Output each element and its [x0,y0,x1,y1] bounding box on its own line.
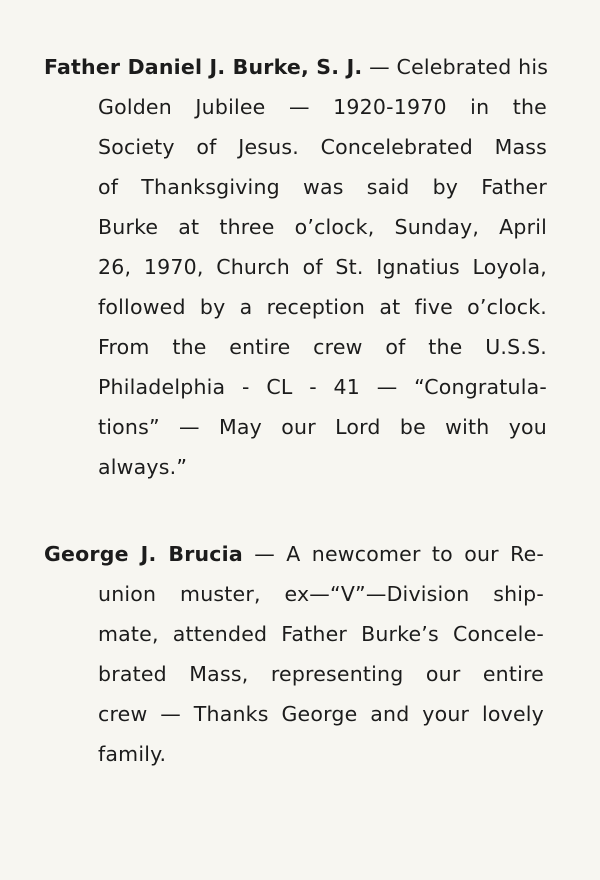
entry-first-line [44,534,544,574]
entry-name: George J. Brucia [44,542,243,566]
entry-text-line: Society of Jesus. Concelebrated Mass [98,135,547,159]
entry-text-line: of Thanksgiving was said by Father [98,175,547,199]
entry-text-line: union muster, ex—“V”—Division ship- [98,582,544,606]
entry-text-line: Burke at three o’clock, Sunday, April [98,215,547,239]
entry-text-line: crew — Thanks George and your lovely [98,702,544,726]
entry-text-line: 26, 1970, Church of St. Ignatius Loyola, [98,255,547,279]
entry-text-line: — Celebrated his [362,55,549,79]
entry-text-line: Golden Jubilee — 1920-1970 in the [98,95,547,119]
entry-first-line [44,47,547,87]
entry-text-line: Philadelphia - CL - 41 — “Congratula- [98,375,547,399]
entry-name: Father Daniel J. Burke, S. J. [44,55,363,79]
entry-text-line: brated Mass, representing our entire [98,662,544,686]
entry-text-line: followed by a reception at five o’clock. [98,295,547,319]
entry-text-line: always.” [98,455,188,479]
entry-text-line: — A newcomer to our Re- [242,542,545,566]
entry-text-line: mate, attended Father Burke’s Concele- [98,622,544,646]
entry-text-line: family. [98,742,167,766]
entry-text-line: tions” — May our Lord be with you [98,415,547,439]
entry-text-line: From the entire crew of the U.S.S. [98,335,547,359]
